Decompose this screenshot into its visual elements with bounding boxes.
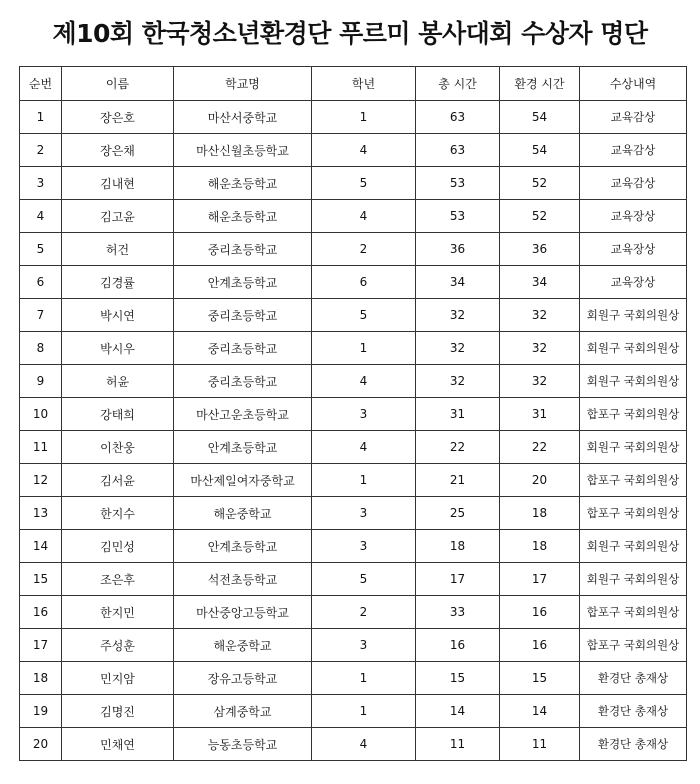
cell-grade: 4 (312, 728, 416, 761)
cell-total-hours: 31 (416, 398, 500, 431)
table-row (20, 662, 687, 695)
cell-name: 이찬웅 (62, 431, 174, 464)
cell-number: 12 (20, 464, 62, 497)
cell-award: 회원구 국회의원상 (580, 563, 687, 596)
cell-total-hours: 34 (416, 266, 500, 299)
cell-number: 11 (20, 431, 62, 464)
header-total-hours: 총 시간 (416, 67, 500, 101)
cell-school: 석전초등학교 (174, 563, 312, 596)
cell-grade: 6 (312, 266, 416, 299)
cell-award: 회원구 국회의원상 (580, 365, 687, 398)
cell-grade: 1 (312, 695, 416, 728)
cell-number: 1 (20, 101, 62, 134)
cell-grade: 1 (312, 332, 416, 365)
cell-award: 교육감상 (580, 101, 687, 134)
cell-name: 민채연 (62, 728, 174, 761)
header-name: 이름 (62, 67, 174, 101)
cell-school: 해운초등학교 (174, 167, 312, 200)
cell-environment-hours: 54 (500, 101, 580, 134)
cell-total-hours: 14 (416, 695, 500, 728)
cell-environment-hours: 20 (500, 464, 580, 497)
cell-number: 2 (20, 134, 62, 167)
header-school: 학교명 (174, 67, 312, 101)
cell-number: 14 (20, 530, 62, 563)
cell-grade: 1 (312, 464, 416, 497)
cell-name: 김민성 (62, 530, 174, 563)
table-row (20, 101, 687, 134)
cell-name: 한지민 (62, 596, 174, 629)
cell-name: 김내현 (62, 167, 174, 200)
cell-school: 장유고등학교 (174, 662, 312, 695)
cell-environment-hours: 36 (500, 233, 580, 266)
cell-name: 민지암 (62, 662, 174, 695)
cell-grade: 3 (312, 629, 416, 662)
cell-grade: 1 (312, 662, 416, 695)
cell-school: 마산제일여자중학교 (174, 464, 312, 497)
cell-grade: 2 (312, 596, 416, 629)
cell-award: 합포구 국회의원상 (580, 497, 687, 530)
cell-total-hours: 32 (416, 365, 500, 398)
cell-school: 마산중앙고등학교 (174, 596, 312, 629)
cell-environment-hours: 15 (500, 662, 580, 695)
cell-environment-hours: 18 (500, 497, 580, 530)
cell-number: 16 (20, 596, 62, 629)
cell-grade: 3 (312, 497, 416, 530)
cell-grade: 1 (312, 101, 416, 134)
cell-environment-hours: 54 (500, 134, 580, 167)
cell-name: 박시연 (62, 299, 174, 332)
cell-award: 합포구 국회의원상 (580, 629, 687, 662)
table-row (20, 563, 687, 596)
cell-award: 교육장상 (580, 233, 687, 266)
cell-school: 해운중학교 (174, 497, 312, 530)
cell-grade: 5 (312, 563, 416, 596)
cell-award: 회원구 국회의원상 (580, 299, 687, 332)
cell-total-hours: 63 (416, 101, 500, 134)
cell-school: 삼계중학교 (174, 695, 312, 728)
cell-name: 장은채 (62, 134, 174, 167)
cell-total-hours: 53 (416, 200, 500, 233)
cell-award: 교육감상 (580, 134, 687, 167)
cell-name: 한지수 (62, 497, 174, 530)
cell-number: 10 (20, 398, 62, 431)
cell-award: 회원구 국회의원상 (580, 431, 687, 464)
cell-environment-hours: 22 (500, 431, 580, 464)
cell-environment-hours: 11 (500, 728, 580, 761)
cell-award: 회원구 국회의원상 (580, 530, 687, 563)
cell-school: 중리초등학교 (174, 299, 312, 332)
cell-award: 합포구 국회의원상 (580, 464, 687, 497)
cell-number: 5 (20, 233, 62, 266)
cell-grade: 5 (312, 299, 416, 332)
cell-number: 8 (20, 332, 62, 365)
cell-name: 강태희 (62, 398, 174, 431)
cell-total-hours: 17 (416, 563, 500, 596)
cell-environment-hours: 16 (500, 629, 580, 662)
cell-grade: 3 (312, 530, 416, 563)
cell-award: 교육장상 (580, 266, 687, 299)
cell-total-hours: 11 (416, 728, 500, 761)
cell-school: 해운초등학교 (174, 200, 312, 233)
cell-environment-hours: 34 (500, 266, 580, 299)
cell-number: 13 (20, 497, 62, 530)
table-row (20, 266, 687, 299)
cell-environment-hours: 17 (500, 563, 580, 596)
cell-total-hours: 25 (416, 497, 500, 530)
cell-total-hours: 33 (416, 596, 500, 629)
cell-school: 능동초등학교 (174, 728, 312, 761)
cell-name: 김명진 (62, 695, 174, 728)
cell-grade: 4 (312, 431, 416, 464)
table-row (20, 365, 687, 398)
cell-number: 17 (20, 629, 62, 662)
header-grade: 학년 (312, 67, 416, 101)
cell-name: 김고윤 (62, 200, 174, 233)
cell-school: 해운중학교 (174, 629, 312, 662)
cell-grade: 4 (312, 200, 416, 233)
cell-school: 안계초등학교 (174, 530, 312, 563)
page-title: 제10회 한국청소년환경단 푸르미 봉사대회 수상자 명단 (52, 19, 648, 48)
cell-environment-hours: 32 (500, 365, 580, 398)
table-row (20, 299, 687, 332)
cell-number: 4 (20, 200, 62, 233)
cell-grade: 3 (312, 398, 416, 431)
table-row (20, 200, 687, 233)
header-number: 순번 (20, 67, 62, 101)
table-header-row (20, 67, 687, 101)
cell-grade: 2 (312, 233, 416, 266)
cell-name: 김서윤 (62, 464, 174, 497)
cell-school: 중리초등학교 (174, 365, 312, 398)
cell-number: 18 (20, 662, 62, 695)
cell-award: 합포구 국회의원상 (580, 398, 687, 431)
cell-number: 7 (20, 299, 62, 332)
cell-number: 9 (20, 365, 62, 398)
cell-total-hours: 32 (416, 299, 500, 332)
cell-grade: 4 (312, 134, 416, 167)
table-row (20, 695, 687, 728)
cell-environment-hours: 52 (500, 200, 580, 233)
cell-number: 19 (20, 695, 62, 728)
cell-school: 마산고운초등학교 (174, 398, 312, 431)
cell-name: 장은호 (62, 101, 174, 134)
table-row (20, 596, 687, 629)
cell-name: 주성훈 (62, 629, 174, 662)
cell-environment-hours: 32 (500, 332, 580, 365)
table-row (20, 332, 687, 365)
cell-name: 허건 (62, 233, 174, 266)
cell-total-hours: 22 (416, 431, 500, 464)
cell-name: 김경률 (62, 266, 174, 299)
cell-total-hours: 53 (416, 167, 500, 200)
table-row (20, 233, 687, 266)
cell-award: 환경단 총재상 (580, 695, 687, 728)
award-recipients-table (19, 66, 687, 761)
table-row (20, 530, 687, 563)
cell-school: 중리초등학교 (174, 332, 312, 365)
cell-award: 회원구 국회의원상 (580, 332, 687, 365)
table-row (20, 728, 687, 761)
cell-name: 허윤 (62, 365, 174, 398)
cell-environment-hours: 52 (500, 167, 580, 200)
cell-award: 합포구 국회의원상 (580, 596, 687, 629)
cell-total-hours: 32 (416, 332, 500, 365)
table-row (20, 167, 687, 200)
cell-school: 안계초등학교 (174, 431, 312, 464)
cell-total-hours: 63 (416, 134, 500, 167)
cell-school: 안계초등학교 (174, 266, 312, 299)
table-row (20, 497, 687, 530)
cell-environment-hours: 16 (500, 596, 580, 629)
cell-total-hours: 15 (416, 662, 500, 695)
cell-total-hours: 16 (416, 629, 500, 662)
cell-name: 조은후 (62, 563, 174, 596)
table-row (20, 398, 687, 431)
cell-number: 15 (20, 563, 62, 596)
cell-environment-hours: 31 (500, 398, 580, 431)
cell-award: 교육장상 (580, 200, 687, 233)
cell-school: 마산신월초등학교 (174, 134, 312, 167)
cell-school: 중리초등학교 (174, 233, 312, 266)
cell-environment-hours: 18 (500, 530, 580, 563)
cell-number: 20 (20, 728, 62, 761)
table-row (20, 629, 687, 662)
cell-grade: 4 (312, 365, 416, 398)
cell-award: 교육감상 (580, 167, 687, 200)
cell-total-hours: 36 (416, 233, 500, 266)
header-award: 수상내역 (580, 67, 687, 101)
table-row (20, 431, 687, 464)
cell-total-hours: 21 (416, 464, 500, 497)
cell-total-hours: 18 (416, 530, 500, 563)
cell-environment-hours: 32 (500, 299, 580, 332)
cell-grade: 5 (312, 167, 416, 200)
header-environment-hours: 환경 시간 (500, 67, 580, 101)
table-body (20, 101, 687, 761)
cell-name: 박시우 (62, 332, 174, 365)
cell-number: 3 (20, 167, 62, 200)
table-row (20, 464, 687, 497)
cell-number: 6 (20, 266, 62, 299)
table-row (20, 134, 687, 167)
cell-school: 마산서중학교 (174, 101, 312, 134)
cell-environment-hours: 14 (500, 695, 580, 728)
cell-award: 환경단 총재상 (580, 662, 687, 695)
cell-award: 환경단 총재상 (580, 728, 687, 761)
